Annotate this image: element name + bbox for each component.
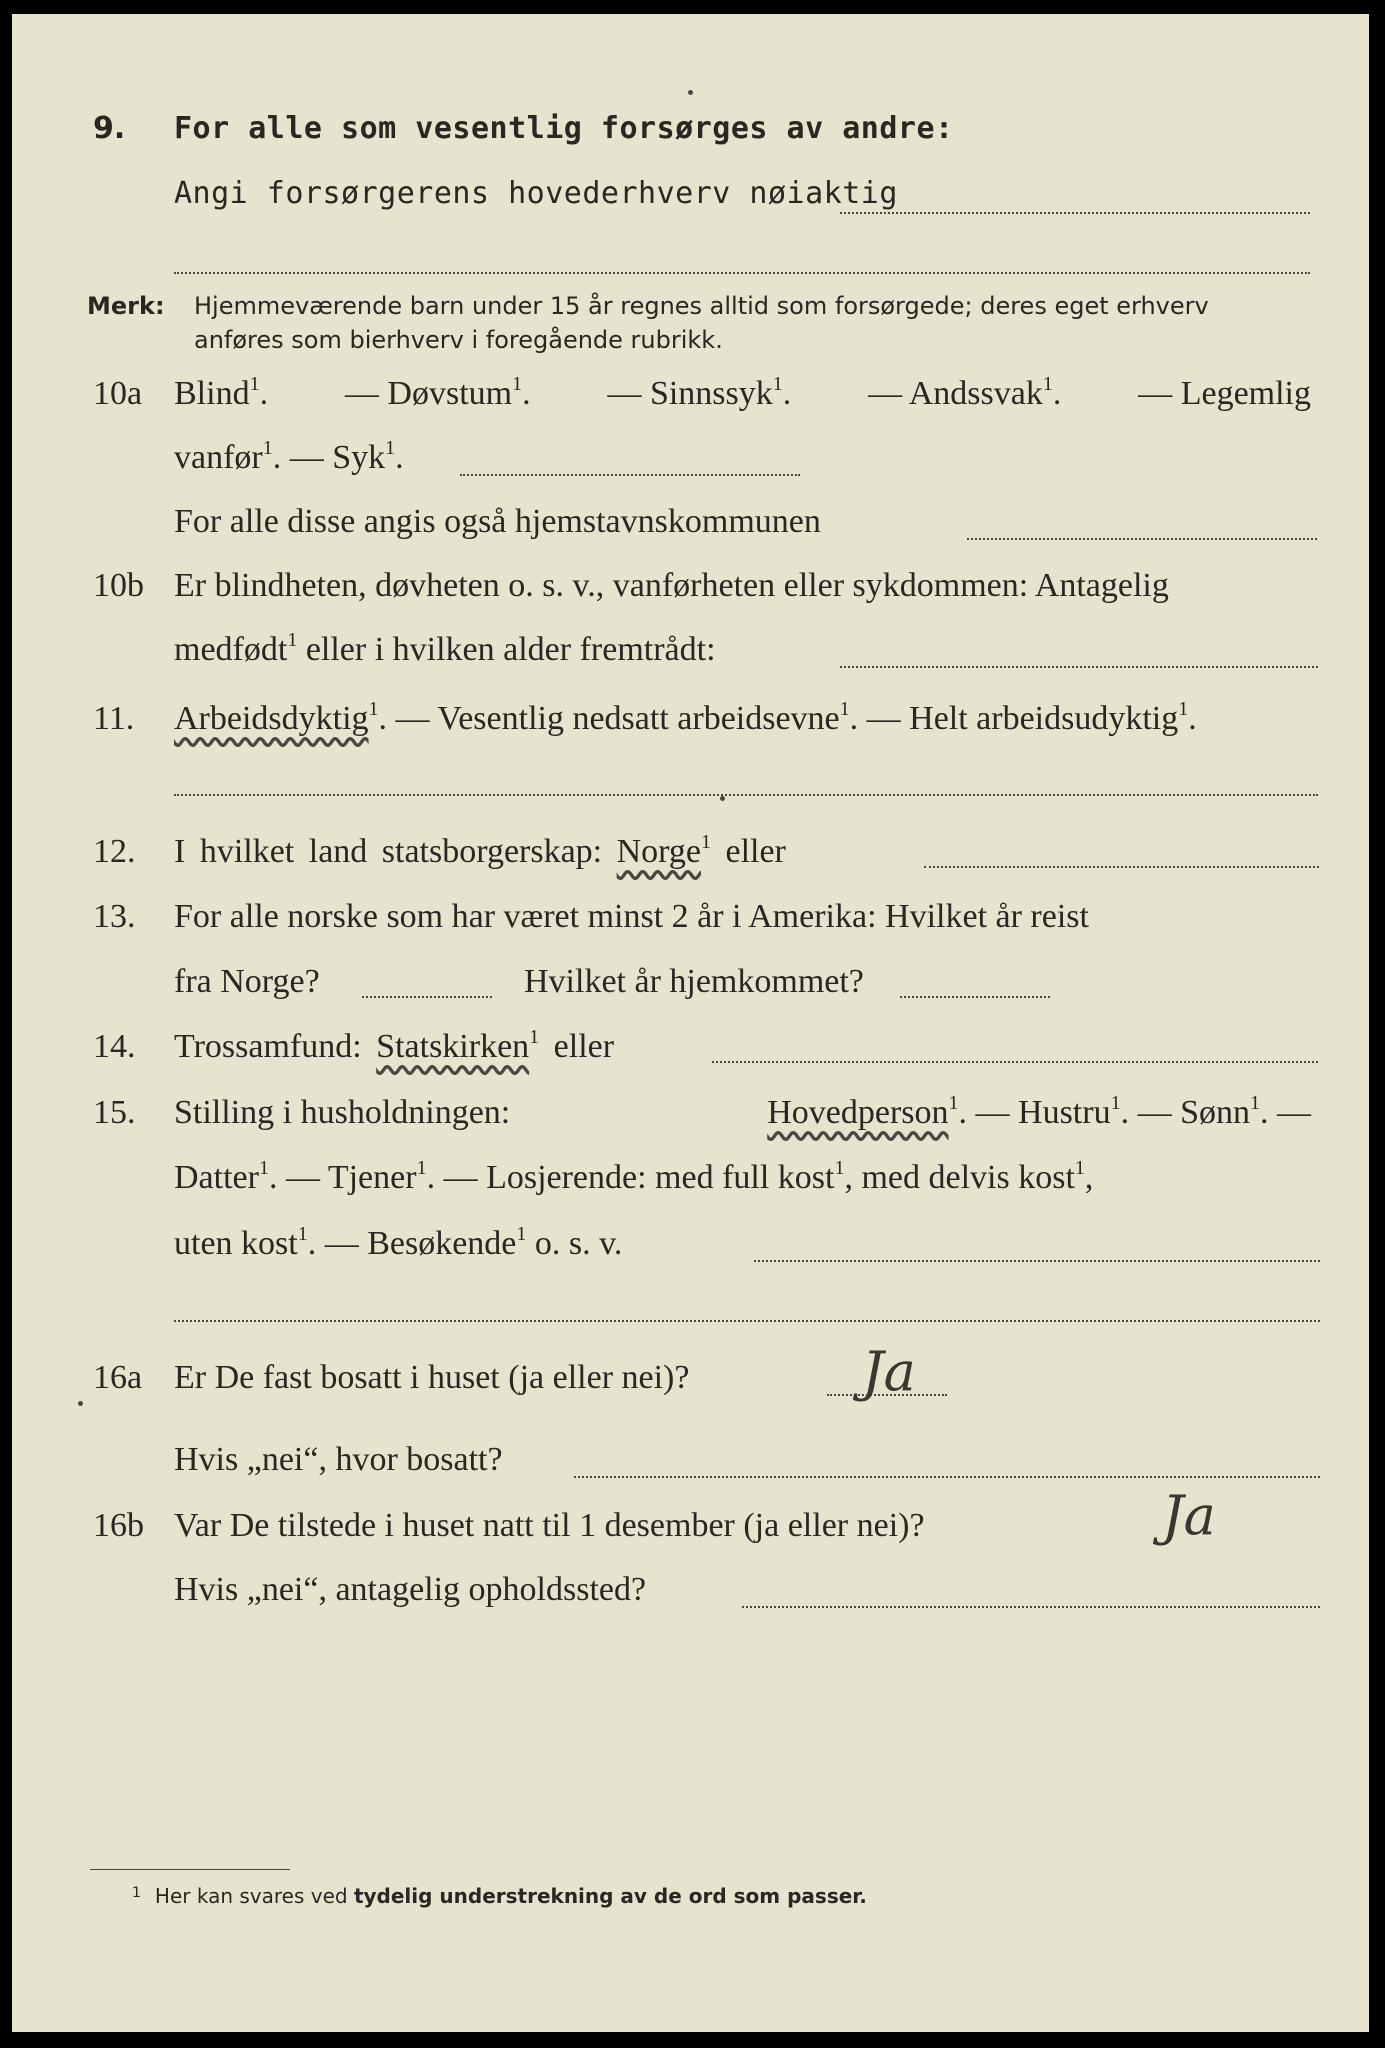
question-number: 10a xyxy=(93,375,143,412)
question-text: Er De fast bosatt i huset (ja eller nei)? xyxy=(174,1359,690,1396)
answer-line[interactable] xyxy=(174,794,1318,796)
handwritten-answer-ja[interactable]: Ja xyxy=(1162,1484,1216,1547)
question-text: Trossamfund: xyxy=(174,1028,362,1065)
option-legemlig[interactable]: — Legemlig xyxy=(1138,375,1311,412)
option-blind[interactable]: Blind$^1$. xyxy=(174,373,269,412)
answer-line[interactable] xyxy=(840,212,1310,214)
option-delvis-kost[interactable]: , med delvis kost xyxy=(844,1159,1075,1196)
question-number: 15. xyxy=(93,1094,136,1131)
question-text: Hvis „nei“, hvor bosatt? xyxy=(174,1441,503,1478)
footnote-mark: 1 xyxy=(132,1885,141,1901)
question-number: 12. xyxy=(93,833,136,870)
answer-line[interactable] xyxy=(460,474,800,476)
merk-line-2: anføres som bierhverv i foregående rubrikk. xyxy=(194,326,723,354)
footnote-text: Her kan svares ved xyxy=(154,1884,354,1908)
question-number: 16b xyxy=(93,1507,144,1544)
handwritten-answer-ja[interactable]: Ja xyxy=(862,1340,916,1403)
answer-line[interactable] xyxy=(362,996,492,998)
question-text: Hvis „nei“, antagelig opholdssted? xyxy=(174,1571,647,1608)
question-heading: For alle som vesentlig forsørges av andre: xyxy=(174,111,954,146)
option-medfodt[interactable]: medfødt xyxy=(174,631,288,668)
question-text: Hvilket år hjemkommet? xyxy=(524,963,864,1000)
disability-options xyxy=(174,374,1311,414)
option-sinnssyk[interactable]: — Sinnssyk$^1$. xyxy=(607,373,792,412)
paper-speck xyxy=(688,90,693,95)
census-form-page: 9. For alle som vesentlig forsørges av andre: Angi forsørgerens hovederhverv nøiaktig Merk: Hjemmeværende barn under 15 år regnes alltid som forsørgede; deres eget erhverv anføres som bierhverv i foregående rubrikk. 10a Blind$^1$. — Døvstum$^1$. — Sinnssyk$^1$. — Andssvak$^1$. — Legemlig vanfør$^1$. — Syk$^1$. For alle disse angis også hjemstavnskommunen 10b Er blindheten, døvheten o. s. v., vanførheten eller sykdommen: Antagelig medfødt$^1$ eller i hvilken alder fremtrådt: 11. Arbeidsdyktig$^1$. — Vesentlig nedsatt arbeidsevne$^1$. — Helt arbeidsudyktig$^1$. 12. I hvilket land statsborgerskap: Norge$^1$ eller 13. For alle norske som har været minst 2 år i Amerika: Hvilket år reist fra Norge? Hvilket år hjemkommet? 14. Trossamfund: Statskirken$^1$ eller 15. Stilling i husholdningen: Hovedperson$^1$. — Hustru$^1$. — Sønn$^1$. — Datter$^1$. — Tjener$^1$. — Losjerende: med full kost$^1$, med delvis kost$^1$, uten kost$^1$. — Besøkende$^1$ o. s. v. 16a Er De fast bosatt i huset (ja eller nei)? Ja Hvis „nei“, hvor bosatt? 16b Var De tilstede i huset natt til 1 desember (ja eller nei)? Ja Hvis „nei“, antagelig opholdssted? $^1$ Her kan svares ved tydelig understrekning av de ord som passer. xyxy=(12,14,1369,2032)
option-arbeidsudyktig[interactable]: . — Helt arbeidsudyktig xyxy=(849,700,1179,737)
option-vanfor[interactable]: vanfør xyxy=(174,439,263,476)
question-text: Var De tilstede i huset natt til 1 desember (ja eller nei)? xyxy=(174,1507,925,1544)
answer-line[interactable] xyxy=(900,996,1050,998)
option-andssvak[interactable]: — Andssvak$^1$. xyxy=(868,373,1062,412)
question-text: eller i hvilken alder fremtrådt: xyxy=(297,631,716,668)
paper-speck xyxy=(720,796,725,801)
question-number: 16a xyxy=(93,1359,143,1396)
option-besokende[interactable]: . — Besøkende xyxy=(307,1225,517,1262)
footnote-bold-text: tydelig understrekning av de ord som passer. xyxy=(353,1884,867,1908)
question-text: Angi forsørgerens hovederhverv nøiaktig xyxy=(174,176,898,211)
merk-line-1: Hjemmeværende barn under 15 år regnes alltid som forsørgede; deres eget erhverv xyxy=(194,292,1209,320)
answer-line[interactable] xyxy=(742,1606,1320,1608)
option-uten-kost[interactable]: uten kost xyxy=(174,1225,298,1262)
answer-line[interactable] xyxy=(712,1061,1318,1063)
option-eller: eller xyxy=(725,833,786,870)
question-text: I hvilket land statsborgerskap: xyxy=(174,833,603,870)
merk-label: Merk: xyxy=(87,292,165,320)
option-dovstum[interactable]: — Døvstum$^1$. xyxy=(344,373,531,412)
question-number: 10b xyxy=(93,567,144,604)
question-text: fra Norge? xyxy=(174,963,320,1000)
footnote-rule xyxy=(90,1869,290,1870)
question-number: 9. xyxy=(93,111,126,146)
question-text: For alle disse angis også hjemstavnskommunen xyxy=(174,503,821,540)
option-arbeidsdyktig-selected[interactable]: Arbeidsdyktig xyxy=(174,700,369,737)
answer-line[interactable] xyxy=(574,1476,1320,1478)
paper-speck xyxy=(78,1401,83,1406)
question-text: Er blindheten, døvheten o. s. v., vanførheten eller sykdommen: Antagelig xyxy=(174,567,1169,604)
option-tjener[interactable]: . — Tjener xyxy=(268,1159,417,1196)
question-number: 14. xyxy=(93,1028,136,1065)
option-hovedperson-selected[interactable]: Hovedperson xyxy=(767,1094,949,1131)
answer-line[interactable] xyxy=(924,866,1319,868)
option-syk[interactable]: . — Syk xyxy=(272,439,386,476)
option-norge-selected[interactable]: Norge xyxy=(616,833,701,870)
answer-line[interactable] xyxy=(174,1320,1320,1322)
answer-line[interactable] xyxy=(967,538,1317,540)
option-eller: eller xyxy=(553,1028,615,1065)
option-full-kost[interactable]: . — Losjerende: med full kost xyxy=(426,1159,835,1196)
question-text: o. s. v. xyxy=(526,1225,623,1262)
answer-line[interactable] xyxy=(174,272,1310,274)
footnote xyxy=(132,1884,867,1908)
question-number: 13. xyxy=(93,898,136,935)
answer-line[interactable] xyxy=(840,666,1318,668)
option-nedsatt[interactable]: . — Vesentlig nedsatt arbeidsevne xyxy=(378,700,840,737)
option-datter[interactable]: Datter xyxy=(174,1159,259,1196)
question-text: For alle norske som har været minst 2 år i Amerika: Hvilket år reist xyxy=(174,898,1089,935)
question-text: Stilling i husholdningen: xyxy=(174,1094,511,1131)
answer-line[interactable] xyxy=(754,1260,1320,1262)
question-number: 11. xyxy=(93,700,135,737)
option-statskirken-selected[interactable]: Statskirken xyxy=(376,1028,530,1065)
option-sonn[interactable]: . — Sønn xyxy=(1120,1094,1250,1131)
option-hustru[interactable]: . — Hustru xyxy=(958,1094,1111,1131)
